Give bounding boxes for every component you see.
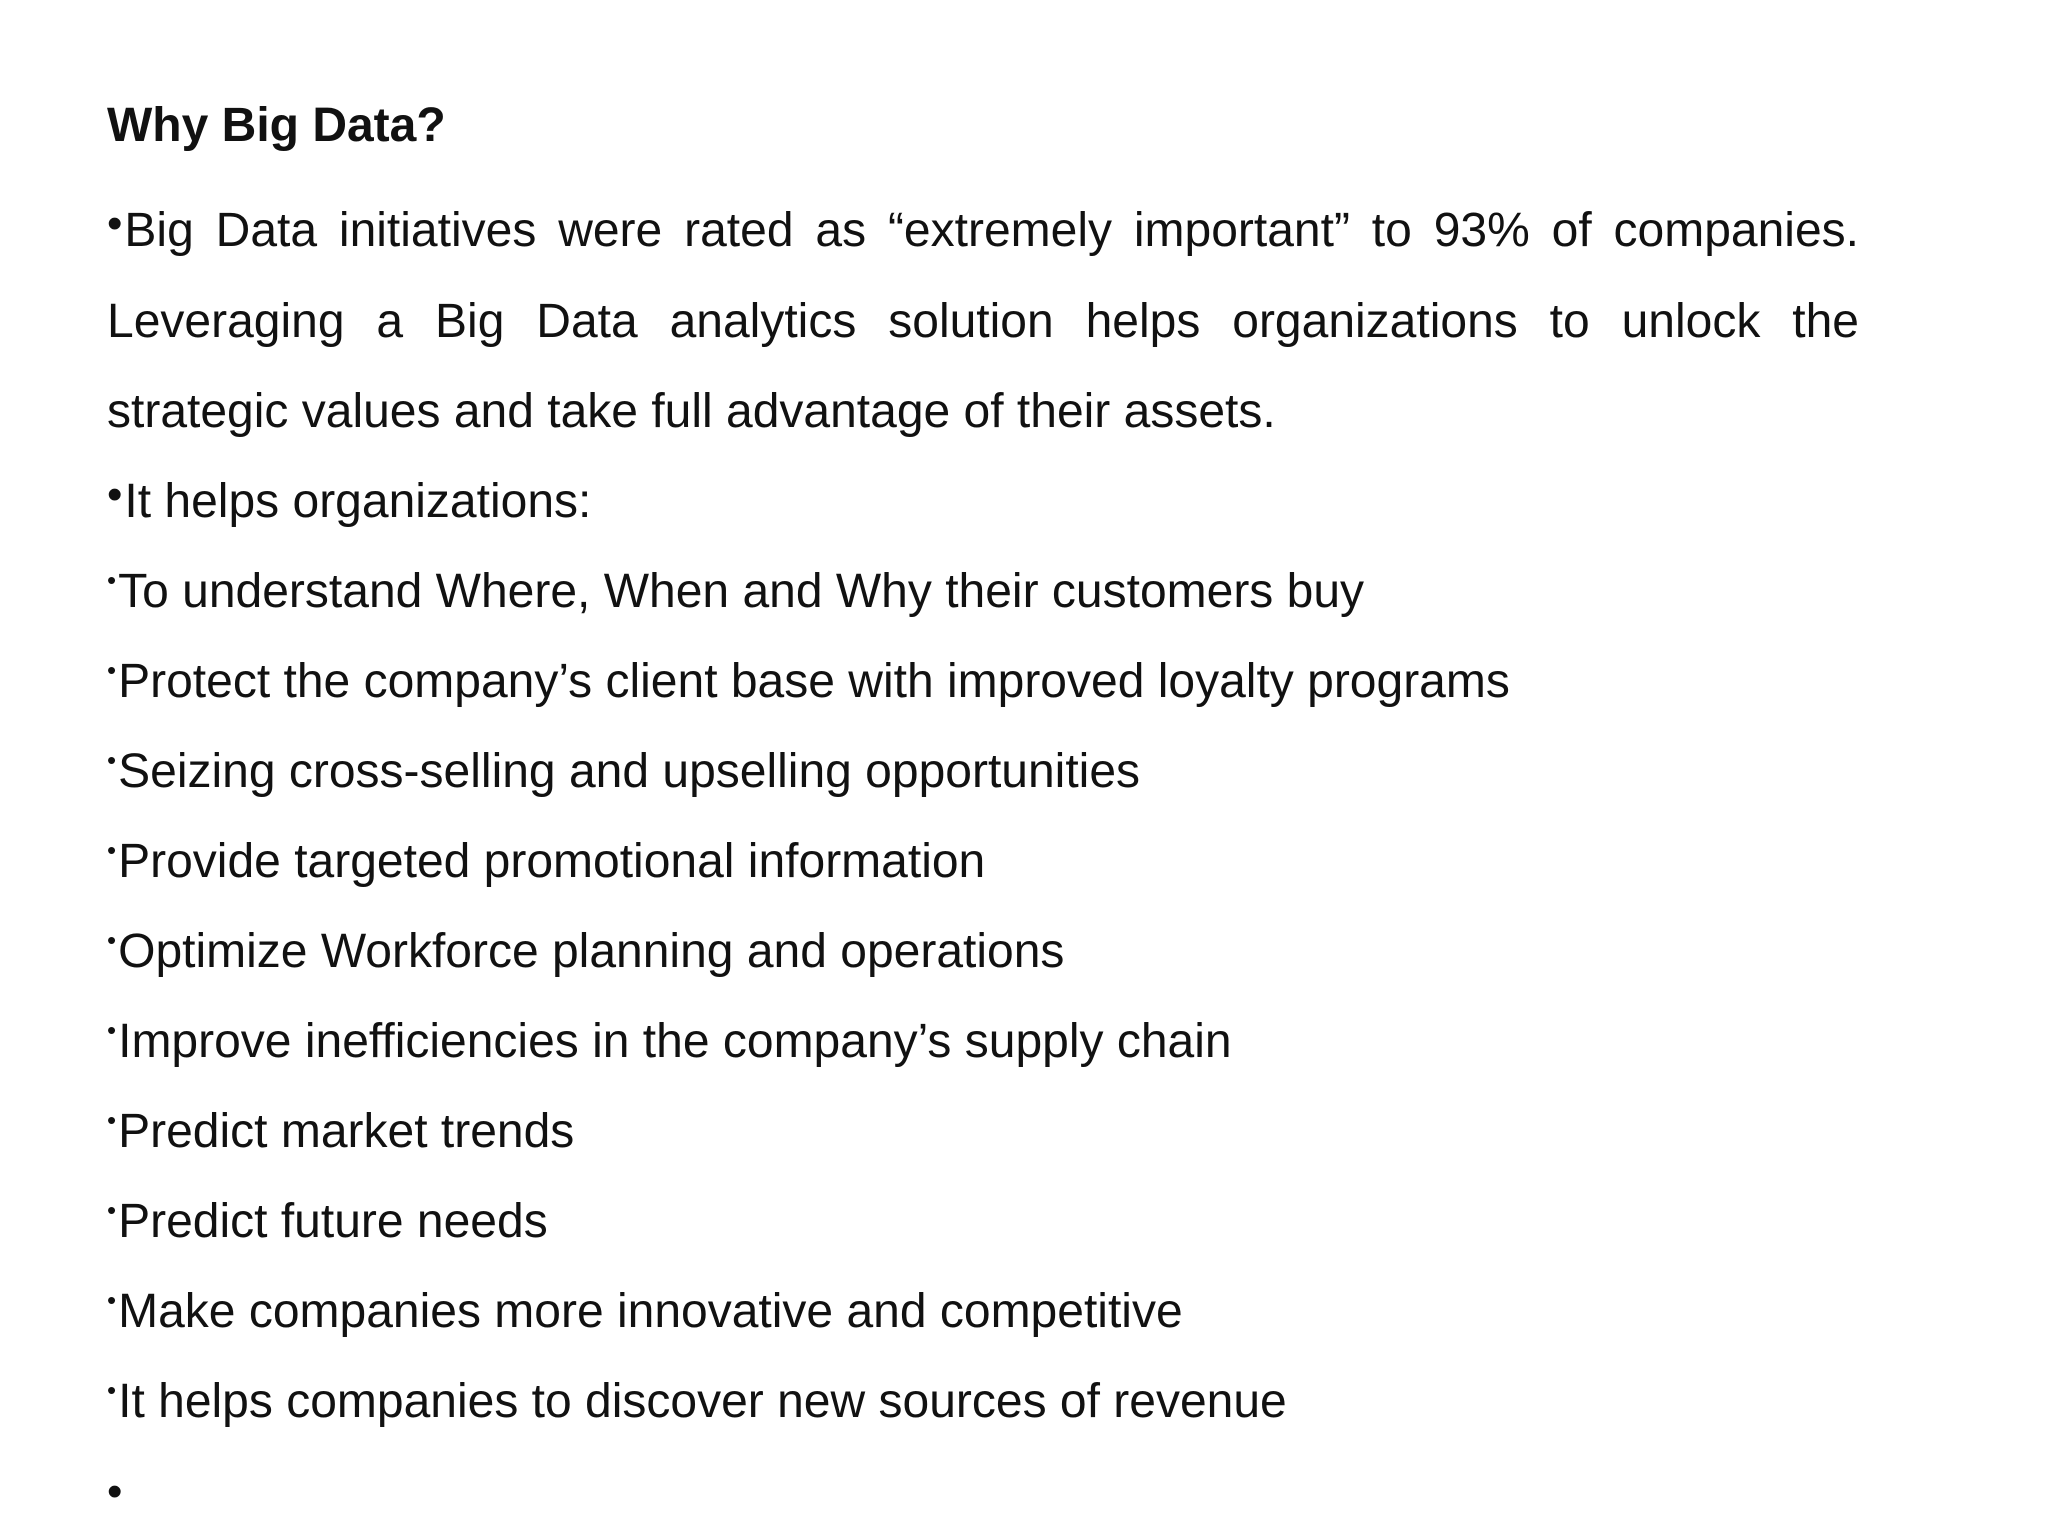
- bullet-icon: •: [107, 835, 117, 865]
- document-body: [107, 96, 1859, 1537]
- helps-heading-text: It helps organizations:: [124, 475, 592, 528]
- list-item: [107, 907, 1859, 997]
- bullet-icon: •: [107, 655, 117, 685]
- list-item-text: Improve inefficiencies in the company’s supply chain: [118, 1015, 1232, 1068]
- bullet-icon: •: [107, 199, 123, 248]
- list-item: [107, 727, 1859, 817]
- list-item-text: Seizing cross-selling and upselling opportunities: [118, 745, 1141, 798]
- list-item-text: Make companies more innovative and competitive: [118, 1285, 1183, 1338]
- list-item-text: It helps companies to discover new sources of revenue: [118, 1375, 1287, 1428]
- page-title: Why Big Data?: [107, 99, 446, 152]
- list-item: [107, 637, 1859, 727]
- list-item: [107, 1357, 1859, 1447]
- list-item-text: To understand Where, When and Why their customers buy: [118, 565, 1365, 618]
- bullet-icon: •: [107, 1105, 117, 1135]
- trailing-bullet-icon: •: [107, 1467, 123, 1516]
- intro-paragraph: [107, 186, 1859, 457]
- bullet-icon: •: [107, 925, 117, 955]
- list-item: [107, 997, 1859, 1087]
- benefit-list: [107, 547, 1859, 1447]
- bullet-icon: •: [107, 1015, 117, 1045]
- list-item-text: Provide targeted promotional information: [118, 835, 986, 888]
- intro-text: Big Data initiatives were rated as “extremely important” to 93% of companies. Leveraging a Big Data analytics solution helps organizations to unlock the strategic values and take full advantage of their assets.: [107, 204, 1859, 438]
- list-item-text: Optimize Workforce planning and operations: [118, 925, 1065, 978]
- bullet-icon: •: [107, 565, 117, 595]
- bullet-icon: •: [107, 1375, 117, 1405]
- bullet-icon: •: [107, 470, 123, 519]
- list-item: [107, 547, 1859, 637]
- list-item: [107, 1267, 1859, 1357]
- bullet-icon: •: [107, 1195, 117, 1225]
- bullet-icon: •: [107, 1285, 117, 1315]
- list-item: [107, 817, 1859, 907]
- list-item-text: Predict future needs: [118, 1195, 548, 1248]
- list-item: [107, 1087, 1859, 1177]
- list-item: [107, 1177, 1859, 1267]
- list-item-text: Protect the company’s client base with improved loyalty programs: [118, 655, 1510, 708]
- bullet-icon: •: [107, 745, 117, 775]
- helps-heading: [107, 457, 1859, 547]
- list-item-text: Predict market trends: [118, 1105, 575, 1158]
